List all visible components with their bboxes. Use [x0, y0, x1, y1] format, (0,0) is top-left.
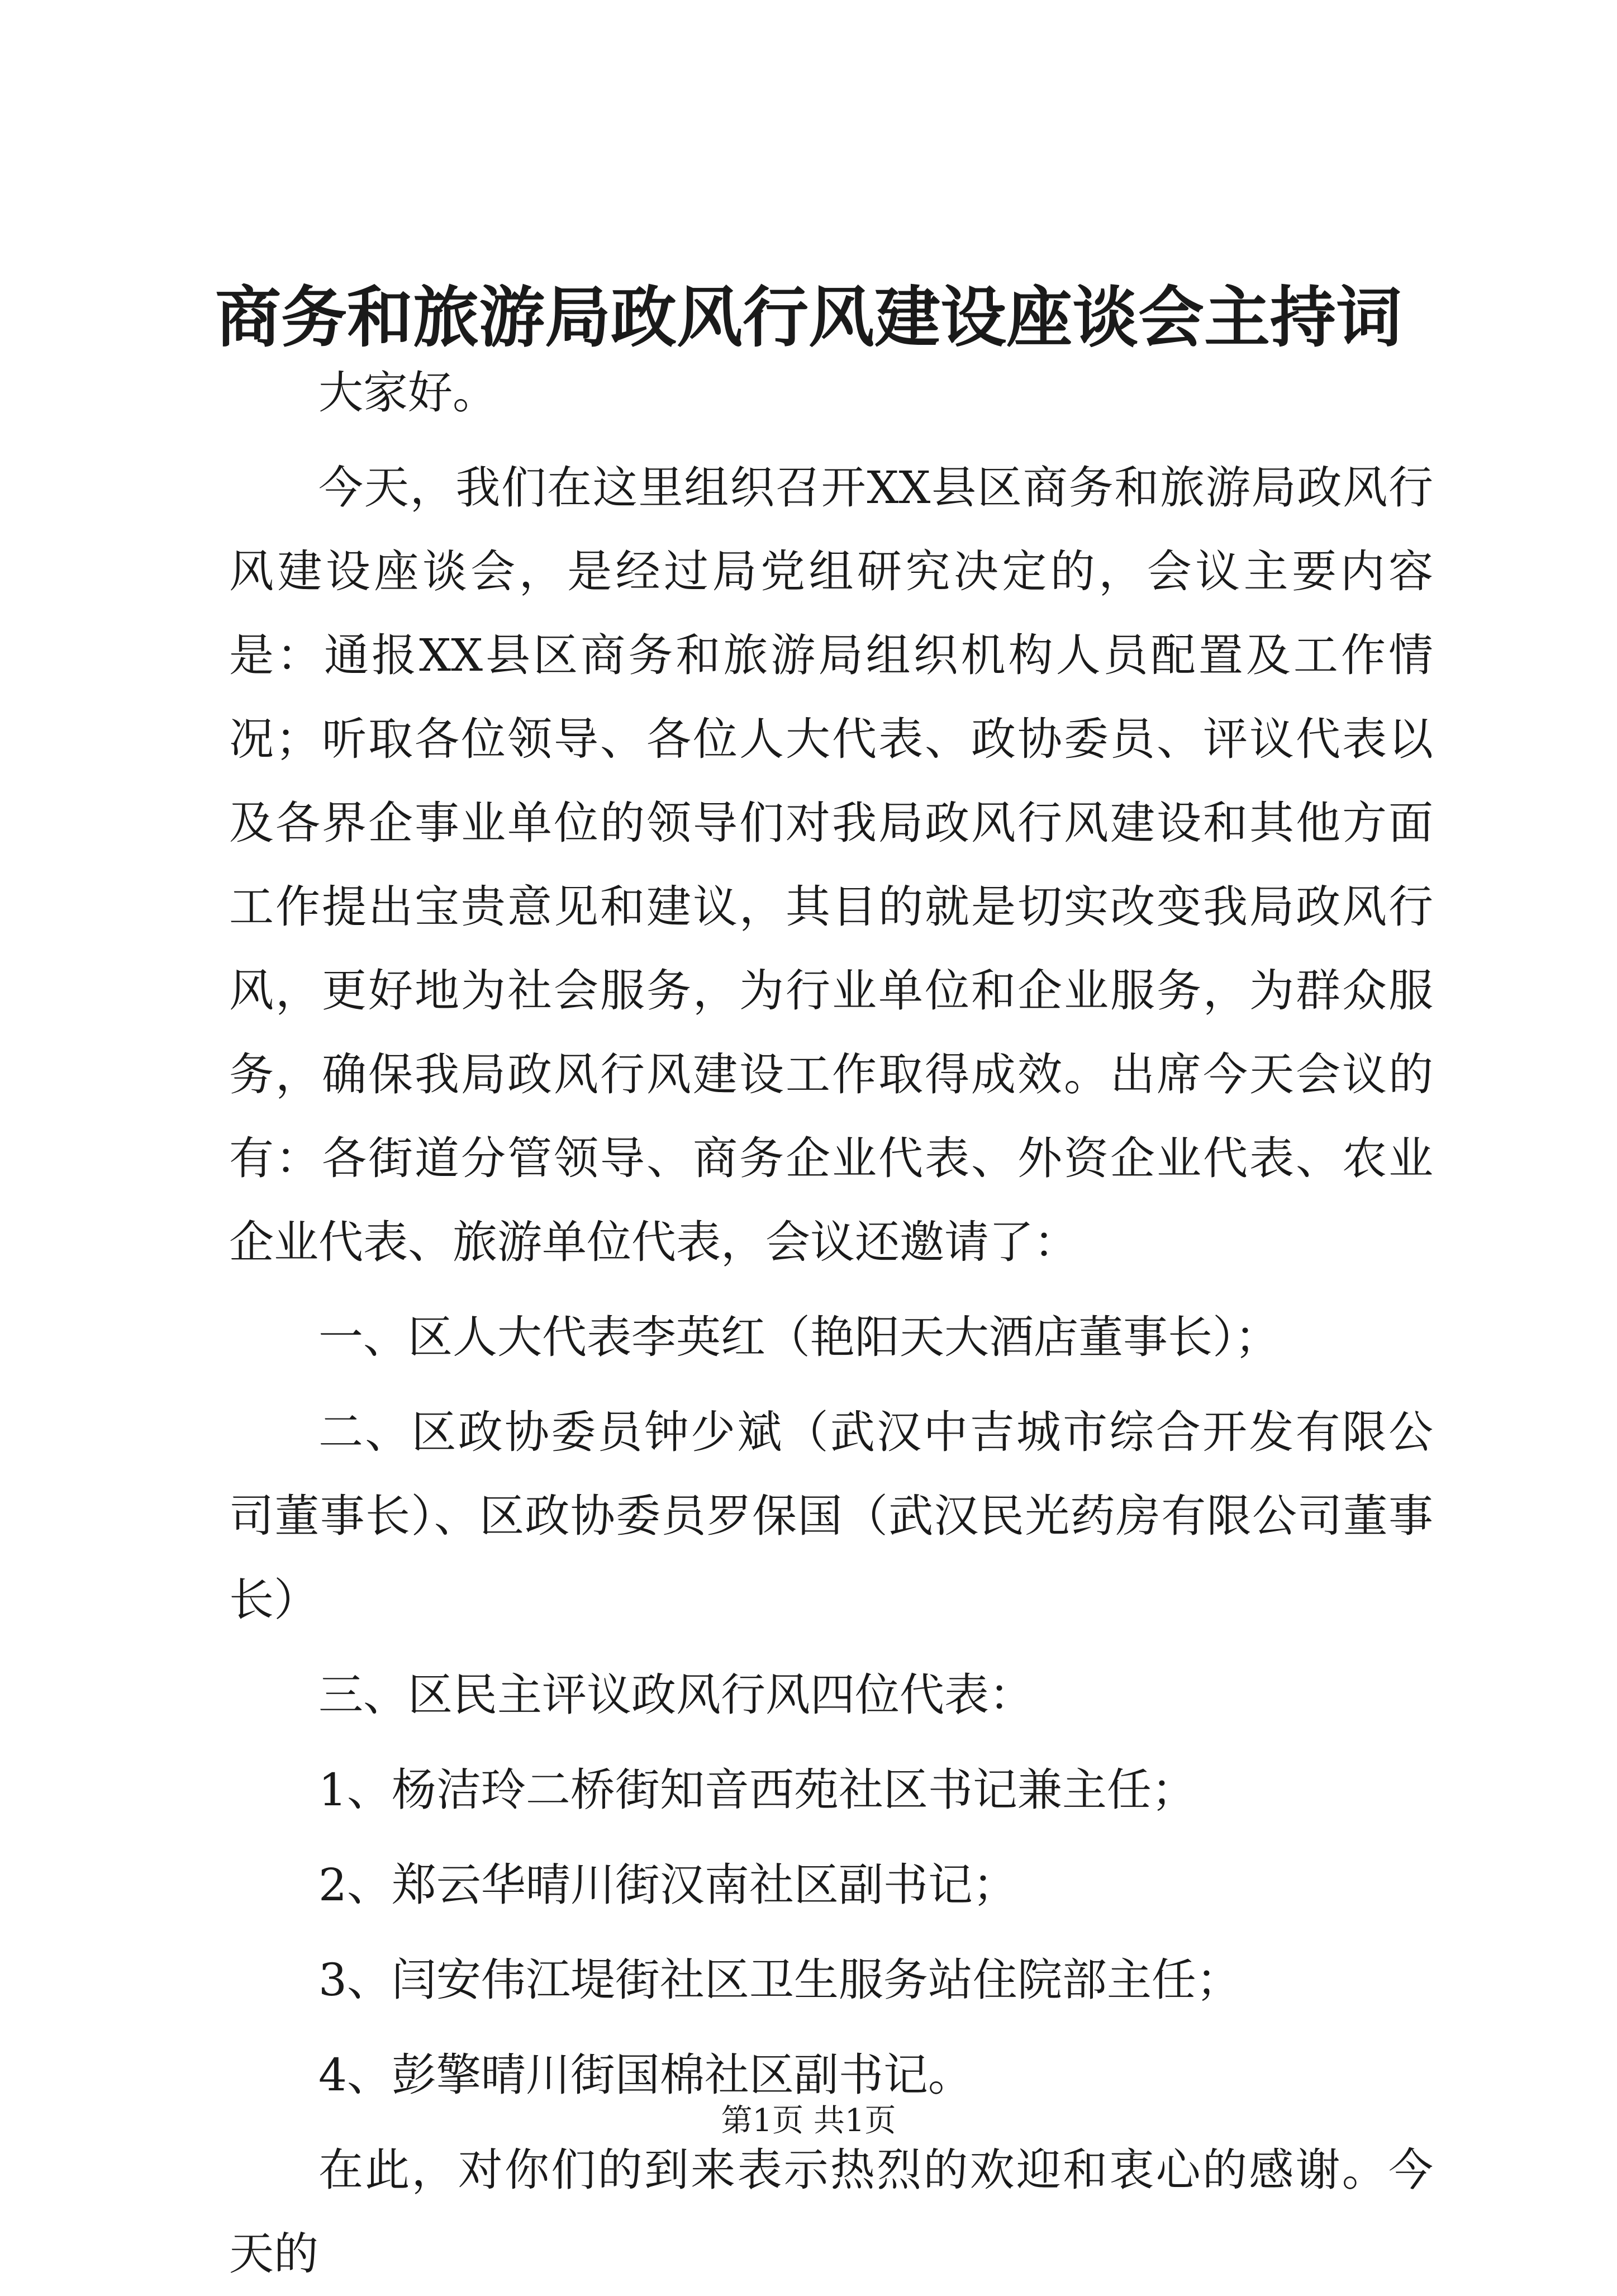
- paragraph-welcome: 在此，对你们的到来表示热烈的欢迎和衷心的感谢。今天的: [229, 2144, 1433, 2280]
- paragraph-representative-3: 3、闫安伟江堤街社区卫生服务站住院部主任；: [318, 1954, 1241, 2006]
- paragraph-guest-2: 二、区政协委员钟少斌（武汉中吉城市综合开发有限公司董事长）、区政协委员罗保国（武汉民光药房有限公司董事长）: [229, 1406, 1433, 1626]
- paragraph-greeting: 大家好。: [318, 367, 497, 419]
- document-body: [229, 351, 1433, 2296]
- page-footer: 第1页 共1页: [721, 2103, 896, 2139]
- paragraph-representative-4: 4、彭擎晴川街国棉社区副书记。: [318, 2049, 973, 2101]
- paragraph-representative-2: 2、郑云华晴川街汉南社区副书记；: [318, 1859, 1017, 1911]
- document-title: 商务和旅游局政风行风建设座谈会主持词: [215, 278, 1402, 356]
- paragraph-representative-1: 1、杨洁玲二桥街知音西苑社区书记兼主任；: [318, 1764, 1196, 1816]
- paragraph-introduction: 今天，我们在这里组织召开XX县区商务和旅游局政风行风建设座谈会，是经过局党组研究决定的，会议主要内容是：通报XX县区商务和旅游局组织机构人员配置及工作情况；听取各位领导、各位人大代表、政协委员、评议代表以及各界企事业单位的领导们对我局政风行风建设和其他方面工作提出宝贵意见和建议，其目的就是切实改变我局政风行风，更好地为社会服务，为行业单位和企业服务，为群众服务，确保我局政风行风建设工作取得成效。出席今天会议的有：各街道分管领导、商务企业代表、外资企业代表、农业企业代表、旅游单位代表，会议还邀请了：: [229, 462, 1433, 1268]
- paragraph-guest-3: 三、区民主评议政风行风四位代表：: [318, 1669, 1034, 1721]
- paragraph-guest-1: 一、区人大代表李英红（艳阳天大酒店董事长）；: [318, 1311, 1280, 1363]
